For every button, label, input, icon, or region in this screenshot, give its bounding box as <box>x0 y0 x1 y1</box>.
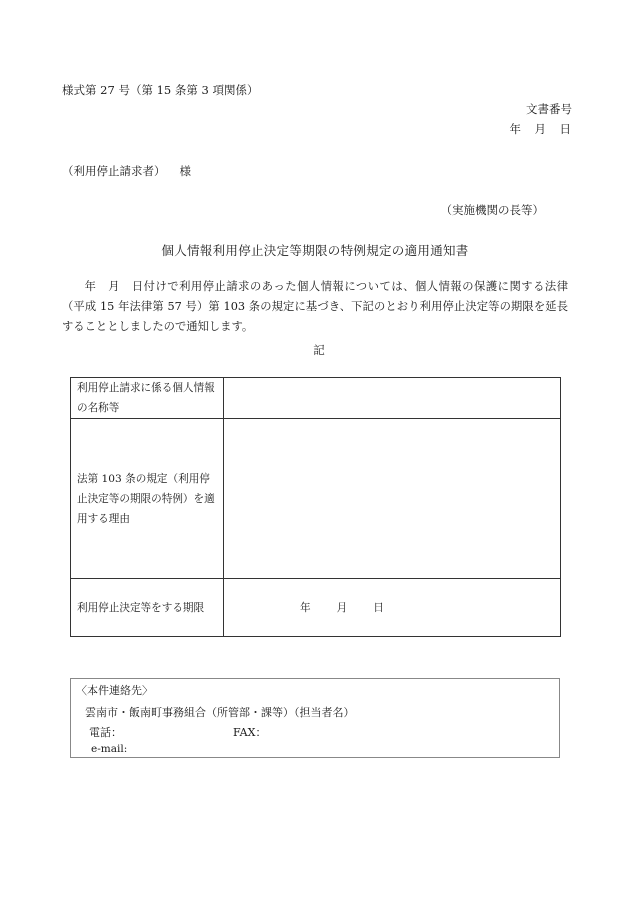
contact-organization: 雲南市・飯南町事務組合（所管部・課等）（担当者名） <box>85 706 355 719</box>
honorific: 様 <box>179 164 191 178</box>
deadline-date <box>300 598 384 618</box>
contact-box <box>70 678 560 758</box>
contact-fax: FAX： <box>233 726 267 739</box>
personal-info-name-value <box>224 378 561 419</box>
deadline-value <box>224 579 561 637</box>
issue-date-line: 年 月 日 <box>509 122 572 136</box>
agency-head-label: （実施機関の長等） <box>440 203 544 217</box>
reason-label: 法第 103 条の規定（利用停止決定等の期限の特例）を適用する理由 <box>71 419 224 579</box>
notice-body: 年 月 日付けで利用停止請求のあった個人情報については、個人情報の保護に関する法律（平成 15 年法律第 57 号）第 103 条の規定に基づき、下記のとおり利用停止決定等の期限を延長することとしましたので通知します。 <box>62 280 568 333</box>
addressee-line <box>62 163 191 179</box>
reason-value <box>224 419 561 579</box>
personal-info-name-label: 利用停止請求に係る個人情報の名称等 <box>71 378 224 419</box>
table-row <box>71 419 561 579</box>
form-number: 様式第 27 号（第 15 条第 3 項関係） <box>62 83 259 97</box>
table-row <box>71 579 561 637</box>
contact-heading: 〈本件連絡先〉 <box>76 684 153 697</box>
contact-phone: 電話： <box>89 726 122 739</box>
deadline-year: 年 <box>300 601 311 614</box>
details-table <box>70 377 561 637</box>
deadline-month: 月 <box>336 601 348 614</box>
deadline-day: 日 <box>373 601 384 614</box>
table-row <box>71 378 561 419</box>
deadline-label: 利用停止決定等をする期限 <box>71 579 224 637</box>
ki-marker: 記 <box>313 343 325 357</box>
contact-email: e-mail: <box>91 743 128 755</box>
document-title: 個人情報利用停止決定等期限の特例規定の適用通知書 <box>161 243 469 258</box>
requester-label: （利用停止請求者） <box>62 164 166 178</box>
document-number-label: 文書番号 <box>526 102 572 116</box>
